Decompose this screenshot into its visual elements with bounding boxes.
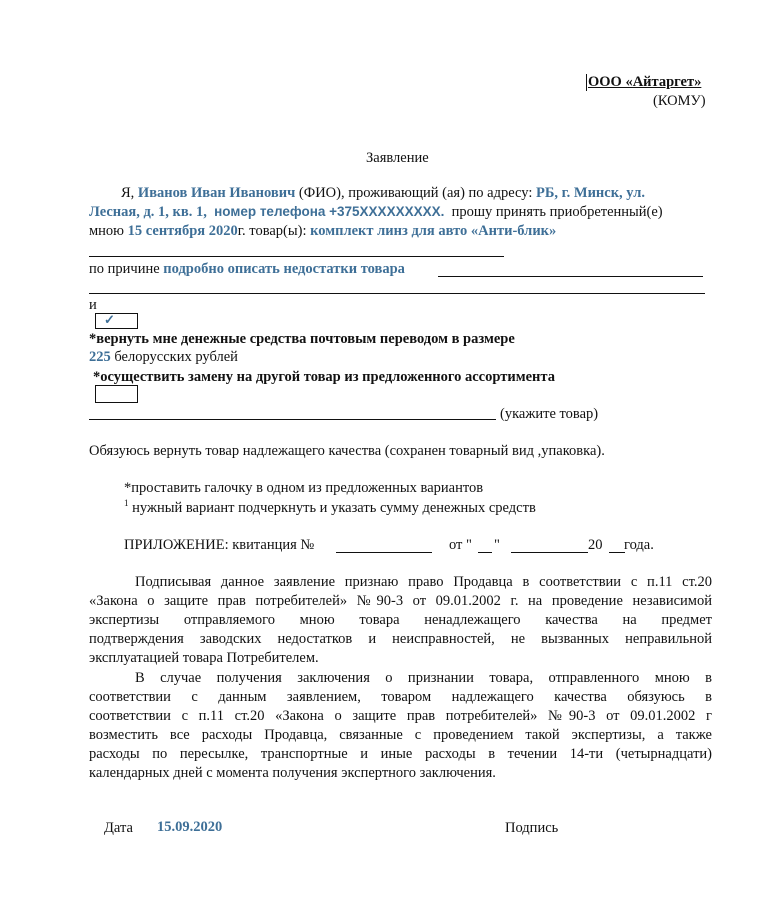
document-title: Заявление xyxy=(366,150,429,166)
appendix-quote-close: " xyxy=(494,537,500,553)
para2-line: В случае получения заключения о признании товара, отправленного мною в xyxy=(135,670,712,686)
reason-underline[interactable] xyxy=(438,276,703,277)
para2-line: расходы по пересылке, транспортные и иные расходы в течении 14-ти (четырнадцати) xyxy=(89,746,712,762)
refund-currency: белорусских рублей xyxy=(110,349,238,365)
date-value: 15.09.2020 xyxy=(157,819,223,835)
reason-label: по причине xyxy=(89,261,164,277)
intro-text: прошу принять приобретенный(е) xyxy=(451,204,663,220)
signature-label: Подпись xyxy=(505,820,559,836)
refund-checkbox[interactable] xyxy=(95,313,138,329)
para1-line: экспертизы отправляемого мною товара ненадлежащего качества на предмет xyxy=(89,612,712,628)
intro-text: Я, xyxy=(121,185,138,201)
blank-line[interactable] xyxy=(89,256,504,257)
date-label: Дата xyxy=(104,820,133,836)
appendix-label: ПРИЛОЖЕНИЕ: квитанция № xyxy=(124,537,315,553)
footnote-marker: 1 xyxy=(124,498,129,508)
address-part-1: РБ, г. Минск, ул. xyxy=(535,185,645,201)
checkmark-icon: ✓ xyxy=(104,312,115,327)
para1-line: Подписывая данное заявление признаю право Продавца в соответствии с п.11 ст.20 xyxy=(135,574,712,590)
reason-value: подробно описать недостатки товара xyxy=(163,261,405,277)
para2-line: соответствии с п.11 ст.20 «Закона о защите прав потребителей» №90-3 от 09.01.2002 г xyxy=(89,708,712,724)
para1-line: «Закона о защите прав потребителей» №90-3 от 09.01.2002 г. на проведение независимой xyxy=(89,593,712,609)
intro-line-2 xyxy=(89,204,663,221)
note-2 xyxy=(124,498,536,517)
para2-line: возместить все расходы Продавца, связанные с проведением такой экспертизы, а также xyxy=(89,727,712,743)
appendix-from: от " xyxy=(449,537,472,553)
appendix-year-suffix xyxy=(624,537,654,554)
exchange-option-text: *осуществить замену на другой товар из предложенного ассортимента xyxy=(93,369,555,385)
note-1: *проставить галочку в одном из предложенных вариантов xyxy=(124,480,484,496)
year-word: года. xyxy=(624,537,654,553)
appendix-day-field[interactable] xyxy=(478,552,492,553)
intro-text: г. товар(ы): xyxy=(237,223,311,239)
para1-line: эксплуатацией товара Потребителем. xyxy=(89,650,319,666)
note-2-text: нужный вариант подчеркнуть и указать сумму денежных средств xyxy=(128,499,536,516)
refund-amount-line xyxy=(89,349,238,366)
and-label: и xyxy=(89,297,97,313)
appendix-year-prefix: 20 xyxy=(588,537,603,553)
para2-line: календарных дней с момента получения экспертного заключения. xyxy=(89,765,496,781)
applicant-name: Иванов Иван Иванович xyxy=(137,185,296,201)
intro-line-1 xyxy=(121,185,645,202)
intro-text: (ФИО), проживающий (ая) по адресу: xyxy=(295,185,536,201)
para2-line: соответствии с данным заявлением, товаром надлежащего качества обязуюсь в xyxy=(89,689,712,705)
recipient-to: (КОМУ) xyxy=(653,93,706,109)
address-part-2: Лесная, д. 1, кв. 1, xyxy=(89,204,207,220)
purchase-date: 15 сентября 2020 xyxy=(127,223,238,239)
refund-option-text: *вернуть мне денежные средства почтовым переводом в размере xyxy=(89,331,515,347)
product-name: комплект линз для авто «Анти-блик» xyxy=(310,223,557,239)
exchange-product-underline[interactable] xyxy=(89,419,496,420)
appendix-year-field[interactable] xyxy=(609,552,625,553)
receipt-number-field[interactable] xyxy=(336,552,432,553)
para1-line: подтверждения заводских недостатков и неисправностей, не вызванных неправильной xyxy=(89,631,712,647)
exchange-checkbox[interactable] xyxy=(95,385,138,403)
reason-underline-2[interactable] xyxy=(89,293,705,294)
reason-line xyxy=(89,261,405,278)
phone-number: номер телефона +375XXXXXXXXX. xyxy=(214,204,445,219)
refund-amount: 225 xyxy=(89,349,111,365)
exchange-hint: (укажите товар) xyxy=(500,406,599,422)
appendix-month-field[interactable] xyxy=(511,552,588,553)
intro-line-3 xyxy=(89,223,556,240)
commitment-text: Обязуюсь вернуть товар надлежащего качества (сохранен товарный вид ,упаковка). xyxy=(89,443,605,459)
recipient-org: ООО «Айтаргет» xyxy=(588,74,702,90)
intro-text: мною xyxy=(89,223,128,239)
